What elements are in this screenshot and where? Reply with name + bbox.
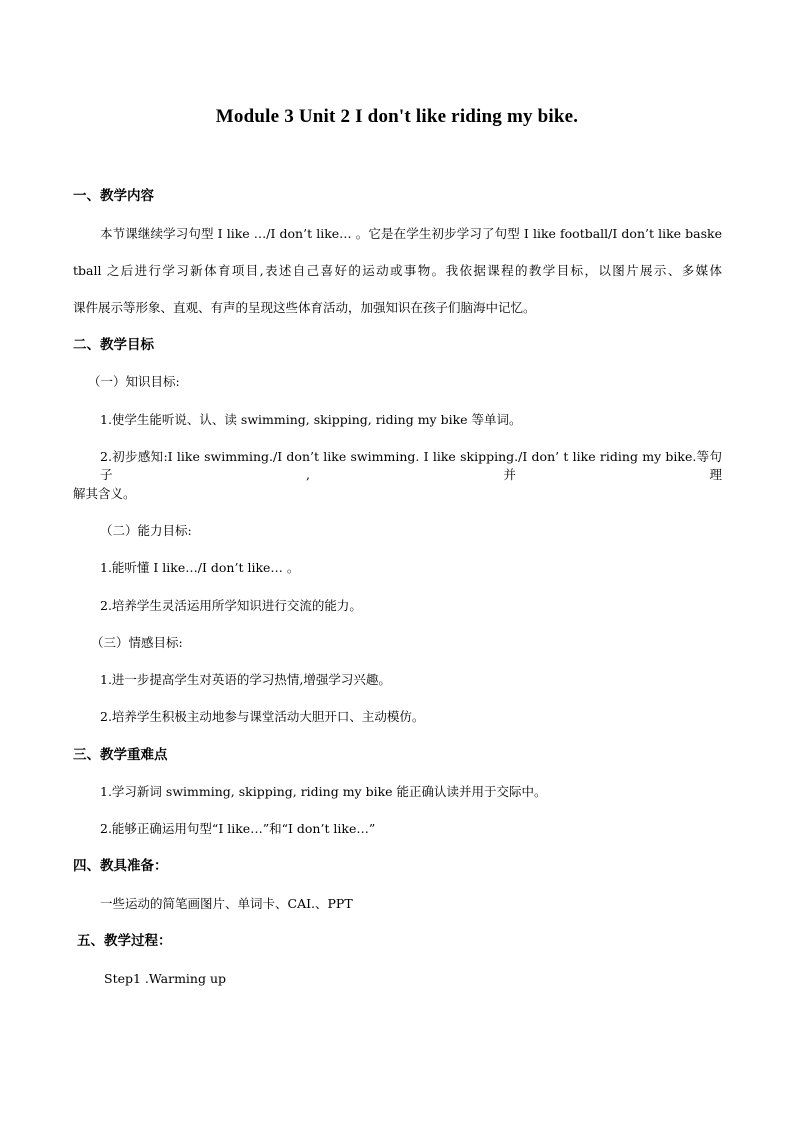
paragraph-line: tball 之后进行学习新体育项目,表述自己喜好的运动或事物。我依据课程的教学目标，以图片展示、多媒体 [73, 263, 722, 278]
paragraph-line: 课件展示等形象、直观、有声的呈现这些体育活动，加强知识在孩子们脑海中记忆。 [73, 300, 536, 315]
step-label: Step1 .Warming up [104, 971, 227, 986]
list-item: 1.学习新词 swimming, skipping, riding my bike 能正确认读并用于交际中。 [100, 784, 547, 799]
section-heading-keypoints: 三、教学重难点 [73, 747, 168, 763]
list-item: 2.培养学生灵活运用所学知识进行交流的能力。 [100, 598, 362, 613]
section-heading-process: 五、教学过程： [77, 933, 172, 949]
document-title: Module 3 Unit 2 I don't like riding my bike. [215, 106, 579, 127]
paragraph-line: 本节课继续学习句型 I like …/I don’t like… 。它是在学生初步学习了句型 I like football/I don’t like baske [100, 226, 722, 241]
subheading-ability: （二）能力目标: [100, 523, 192, 538]
list-item: 2.初步感知:I like swimming./I don’t like swimming. I like skipping./I don’ t like riding my bike.等句子,并理 [100, 449, 722, 482]
section-heading-content: 一、教学内容 [73, 188, 154, 204]
subheading-emotion: （三）情感目标: [91, 635, 183, 650]
subheading-knowledge: （一）知识目标: [88, 374, 180, 389]
list-item: 1.能听懂 I like…/I don’t like… 。 [100, 560, 300, 575]
list-item: 1.进一步提高学生对英语的学习热情,增强学习兴趣。 [100, 672, 391, 687]
section-heading-materials: 四、教具准备： [73, 858, 168, 874]
materials-text: 一些运动的简笔画图片、单词卡、CAI.、PPT [100, 896, 353, 911]
list-item: 2.培养学生积极主动地参与课堂活动大胆开口、主动模仿。 [100, 709, 425, 724]
list-item: 2.能够正确运用句型“I like…”和“I don’t like…” [100, 821, 376, 836]
list-item: 1.使学生能听说、认、读 swimming, skipping, riding my bike 等单词。 [100, 412, 522, 427]
section-heading-goals: 二、教学目标 [73, 337, 154, 353]
list-item-continuation: 解其含义。 [73, 486, 136, 501]
